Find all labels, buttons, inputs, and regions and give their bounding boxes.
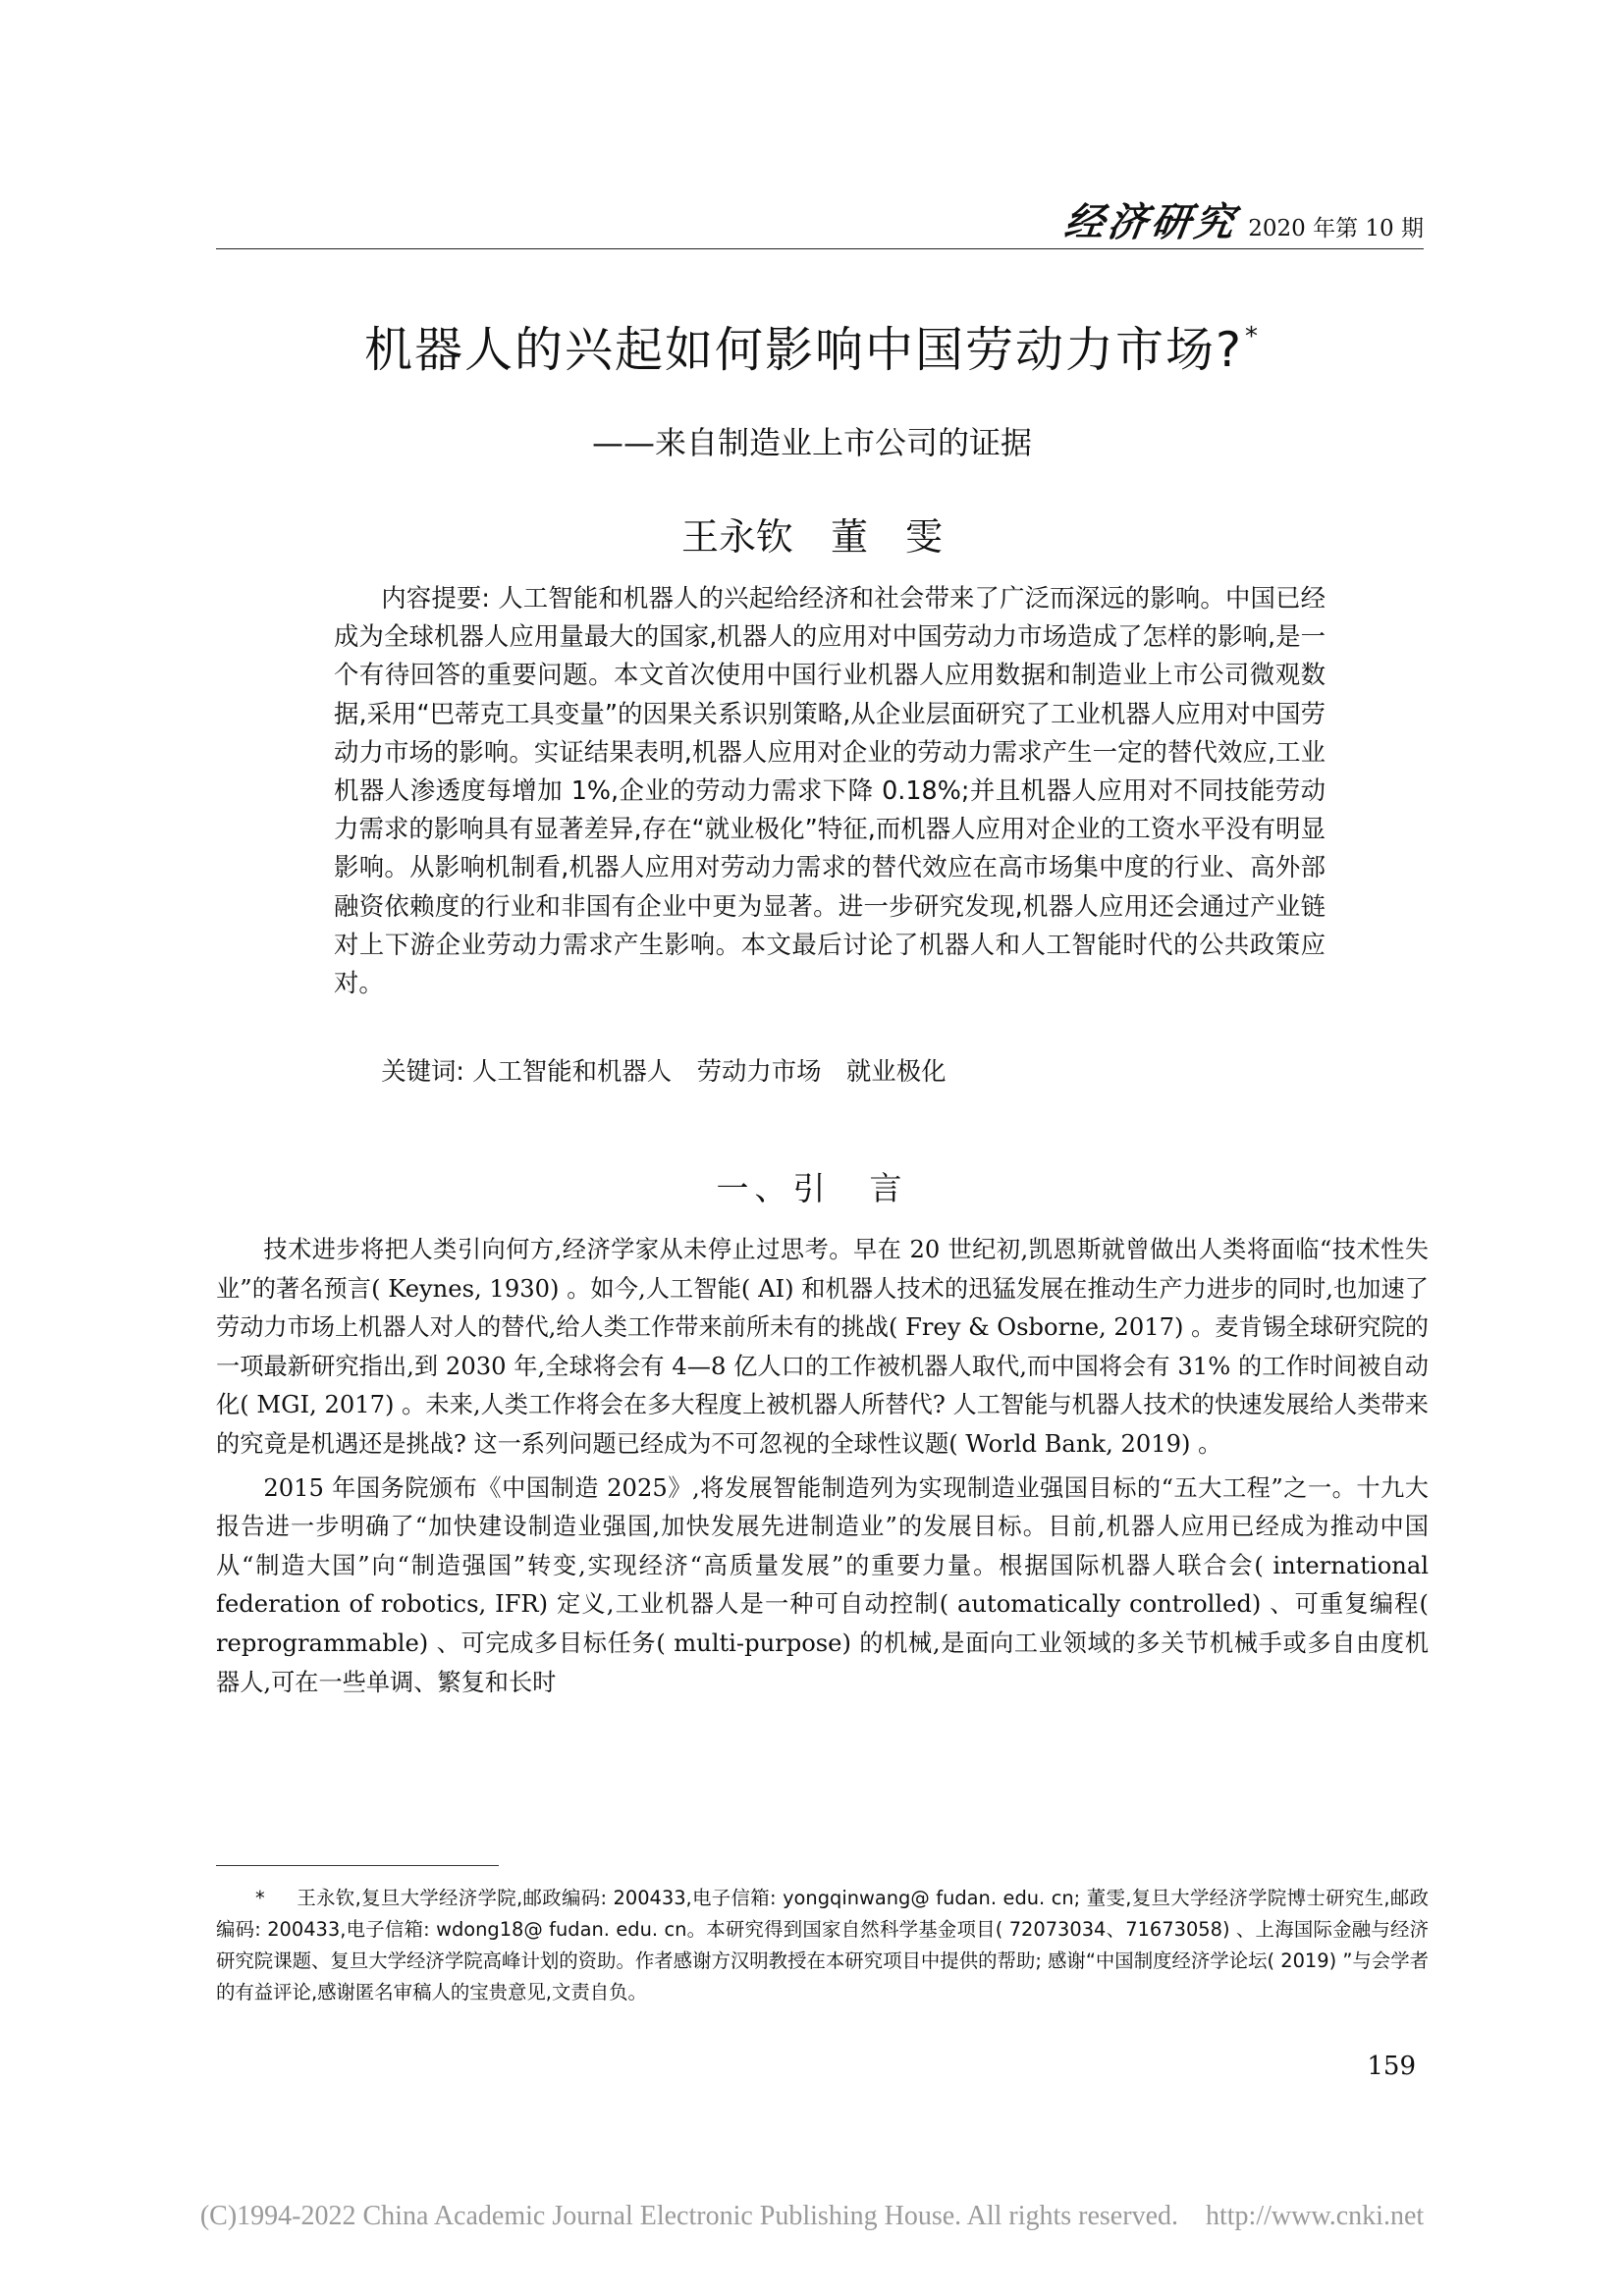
article-title-text: 机器人的兴起如何影响中国劳动力市场? xyxy=(363,322,1243,378)
page-header xyxy=(216,191,1424,249)
article-subtitle: ——来自制造业上市公司的证据 xyxy=(591,424,1032,461)
body-paragraph: 技术进步将把人类引向何方,经济学家从未停止过思考。早在 20 世纪初,凯恩斯就曾做出人类将面临“技术性失业”的著名预言( Keynes, 1930) 。如今,人工智能( AI) 和机器人技术的迅猛发展在推动生产力进步的同时,也加速了劳动力市场上机器人对人的替代,给人类工作带来前所未有的挑战( Frey & Osborne, 2017) 。麦肯锡全球研究院的一项最新研究指出,到 2030 年,全球将会有 4—8 亿人口的工作被机器人取代,而中国将会有 31% 的工作时间被自动化( MGI, 2017) 。未来,人类工作将会在多大程度上被机器人所替代? 人工智能与机器人技术的快速发展给人类带来的究竟是机遇还是挑战? 这一系列问题已经成为不可忽视的全球性议题( World Bank, 2019) 。 xyxy=(216,1236,1429,1458)
journal-issue: 2020 年第 10 期 xyxy=(1248,216,1424,241)
journal-logo: 经济研究 xyxy=(1061,199,1242,245)
page-number: 159 xyxy=(1367,2052,1416,2081)
section-heading-introduction: 一、引 言 xyxy=(716,1169,908,1207)
body-paragraph: 2015 年国务院颁布《中国制造 2025》,将发展智能制造列为实现制造业强国目标的“五大工程”之一。十九大报告进一步明确了“加快建设制造业强国,加快发展先进制造业”的发展目标。目前,机器人应用已经成为推动中国从“制造大国”向“制造强国”转变,实现经济“高质量发展”的重要力量。根据国际机器人联合会( international federation of robotics, IFR) 定义,工业机器人是一种可自动控制( automatically controlled) 、可重复编程( reprogrammable) 、可完成多目标任务( multi-purpose) 的机械,是面向工业领域的多关节机械手或多自由度机器人,可在一些单调、繁复和长时 xyxy=(216,1473,1429,1696)
article-authors: 王永钦 董 雯 xyxy=(680,515,943,559)
footnote xyxy=(216,1883,1429,2008)
article-title xyxy=(118,312,1506,381)
footnote-text: 王永钦,复旦大学经济学院,邮政编码: 200433,电子信箱: yongqinwang@ fudan. edu. cn; 董雯,复旦大学经济学院博士研究生,邮政编码: 200433,电子信箱: wdong18@ fudan. edu. cn。本研究得到国家自然科学基金项目( 72073034、71673058) 、上海国际金融与经济研究院课题、复旦大学经济学院高峰计划的资助。作者感谢方汉明教授在本研究项目中提供的帮助; 感谢“中国制度经济学论坛( 2019) ”与会学者的有益评论,感谢匿名审稿人的宝贵意见,文责自负。 xyxy=(216,1887,1429,2003)
footnote-mark: * xyxy=(255,1887,265,1909)
footnote-divider xyxy=(216,1865,499,1866)
journal-masthead xyxy=(1061,191,1424,247)
abstract: 内容提要: 人工智能和机器人的兴起给经济和社会带来了广泛而深远的影响。中国已经成为全球机器人应用量最大的国家,机器人的应用对中国劳动力市场造成了怎样的影响,是一个有待回答的重要问题。本文首次使用中国行业机器人应用数据和制造业上市公司微观数据,采用“巴蒂克工具变量”的因果关系识别策略,从企业层面研究了工业机器人应用对中国劳动力市场的影响。实证结果表明,机器人应用对企业的劳动力需求产生一定的替代效应,工业机器人渗透度每增加 1%,企业的劳动力需求下降 0.18%;并且机器人应用对不同技能劳动力需求的影响具有显著差异,存在“就业极化”特征,而机器人应用对企业的工资水平没有明显影响。从影响机制看,机器人应用对劳动力需求的替代效应在高市场集中度的行业、高外部融资依赖度的行业和非国有企业中更为显著。进一步研究发现,机器人应用还会通过产业链对上下游企业劳动力需求产生影响。本文最后讨论了机器人和人工智能时代的公共政策应对。 xyxy=(334,583,1326,998)
title-footnote-mark: * xyxy=(1245,322,1260,351)
body-text xyxy=(216,1231,1429,1707)
copyright-notice: (C)1994-2022 China Academic Journal Electronic Publishing House. All rights reserved. http://www.cnki.net xyxy=(199,2201,1425,2231)
keywords: 关键词: 人工智能和机器人 劳动力市场 就业极化 xyxy=(381,1056,947,1086)
